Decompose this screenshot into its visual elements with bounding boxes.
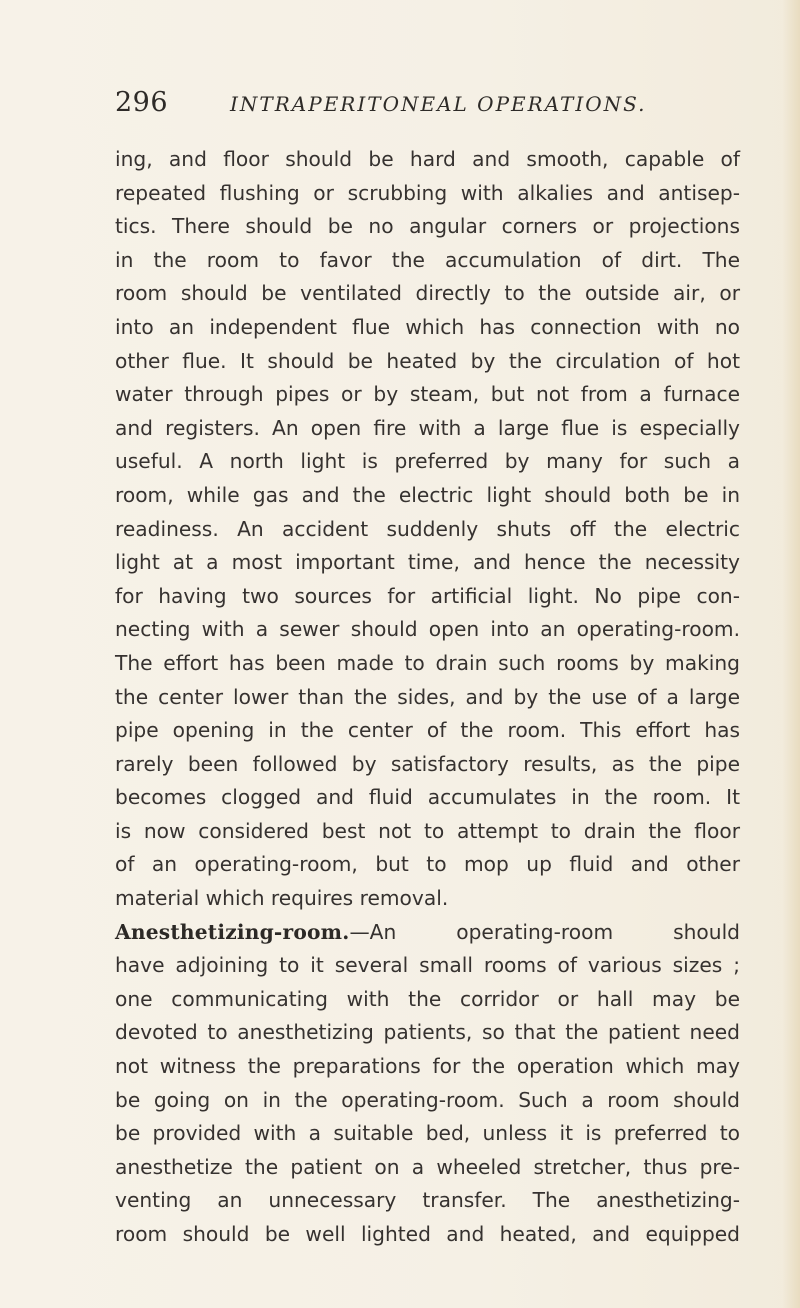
text-line: and registers. An open fire with a large flue is especially <box>115 415 740 440</box>
text-line: venting an unnecessary transfer. The anesthetizing- <box>115 1188 740 1213</box>
text-line: be going on in the operating-room. Such a room should <box>115 1087 740 1112</box>
text-line: be provided with a suitable bed, unless it is preferred to <box>115 1121 740 1146</box>
text-line: rarely been followed by satisfactory results, as the pipe <box>115 751 740 776</box>
text-line: is now considered best not to attempt to drain the floor <box>115 818 740 843</box>
text-line: useful. A north light is preferred by many for such a <box>115 449 740 474</box>
text-line: have adjoining to it several small rooms of various sizes ; <box>115 953 740 978</box>
text-line: necting with a sewer should open into an operating-room. <box>115 617 740 642</box>
running-title: INTRAPERITONEAL OPERATIONS. <box>230 92 647 116</box>
text-line: material which requires removal. <box>115 886 449 911</box>
text-line: in the room to favor the accumulation of dirt. The <box>115 247 740 272</box>
text-line: readiness. An accident suddenly shuts off the electric <box>115 516 740 541</box>
text-line: room should be ventilated directly to the outside air, or <box>115 281 740 306</box>
text-line: ing, and floor should be hard and smooth, capable of <box>115 147 740 171</box>
text-line: other flue. It should be heated by the circulation of hot <box>115 348 740 373</box>
text-line: repeated flushing or scrubbing with alkalies and antisep- <box>115 180 740 205</box>
text-line: The effort has been made to drain such rooms by making <box>115 650 740 675</box>
text-line: light at a most important time, and hence the necessity <box>115 550 740 575</box>
page-edge-shadow <box>782 0 800 1308</box>
text-line: anesthetize the patient on a wheeled stretcher, thus pre- <box>115 1154 740 1179</box>
text-line: tics. There should be no angular corners or projections <box>115 214 740 239</box>
page-number: 296 <box>115 87 169 118</box>
text-line: room should be well lighted and heated, and equipped <box>115 1222 740 1246</box>
section-heading-line <box>115 916 740 950</box>
text-line: room, while gas and the electric light should both be in <box>115 482 740 507</box>
running-head <box>115 87 755 127</box>
section-heading: Anesthetizing-room. <box>115 919 350 944</box>
body-text <box>115 143 740 1252</box>
text-line: one communicating with the corridor or hall may be <box>115 986 740 1011</box>
text-line: becomes clogged and fluid accumulates in the room. It <box>115 785 740 810</box>
text-line: of an operating-room, but to mop up fluid and other <box>115 852 740 877</box>
text-line: not witness the preparations for the operation which may <box>115 1054 740 1079</box>
text-line: for having two sources for artificial light. No pipe con- <box>115 583 740 608</box>
text-line: the center lower than the sides, and by the use of a large <box>115 684 740 709</box>
text-line: pipe opening in the center of the room. This effort has <box>115 718 740 743</box>
text-line: into an independent flue which has connection with no <box>115 314 740 339</box>
section-heading-continuation: —An operating-room should <box>349 919 740 944</box>
text-line: devoted to anesthetizing patients, so that the patient need <box>115 1020 740 1045</box>
text-line: water through pipes or by steam, but not from a furnace <box>115 382 740 407</box>
